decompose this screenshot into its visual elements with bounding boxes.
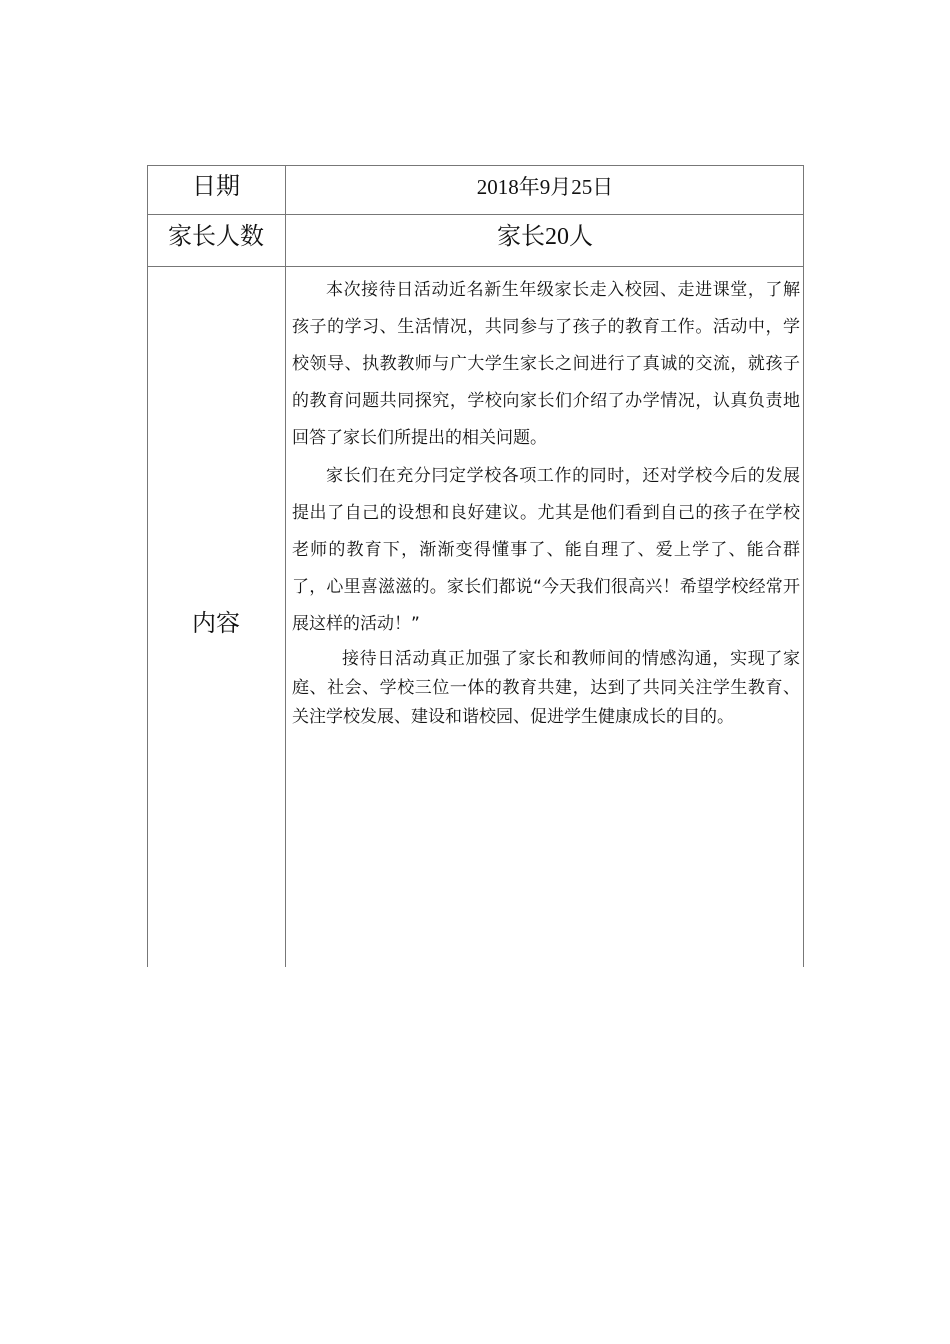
content-paragraph: 家长们在充分冃定学校各项工作的同时，还对学校今后的发展提出了自己的设想和良好建议。尤其是他们看到自己的孩子在学校老师的教育下，渐渐变得懂事了、能自理了、爱上学了、能合群了，心里喜滋滋的。家长们都说“今天我们很高兴！希望学校经常开展这样的活动！” [292,466,800,634]
table-row-divider [147,266,804,267]
table-column-divider [285,165,286,967]
date-value: 2018年9月25日 [476,175,614,199]
parent-count-label: 家长人数 [168,221,264,250]
parent-count-value: 家长20人 [497,223,593,250]
date-label: 日期 [192,171,240,200]
table-border-right [803,165,804,967]
content-body [292,272,800,732]
content-paragraph: 接待日活动真正加强了家长和教师间的情感沟通，实现了家庭、社会、学校三位一体的教育共建，达到了共同关注学生教育、关注学校发展、建设和谐校园、促进学生健康成长的目的。 [292,649,800,727]
table-border-left [147,165,148,967]
content-paragraph: 本次接待日活动近名新生年级家长走入校园、走进课堂，了解孩子的学习、生活情况，共同参与了孩子的教育工作。活动中，学校领导、执教教师与广大学生家长之间进行了真诚的交流，就孩子的教育问题共同探究，学校向家长们介绍了办学情况，认真负责地回答了家长们所提出的相关问题。 [292,280,800,448]
content-label: 内容 [192,608,240,637]
